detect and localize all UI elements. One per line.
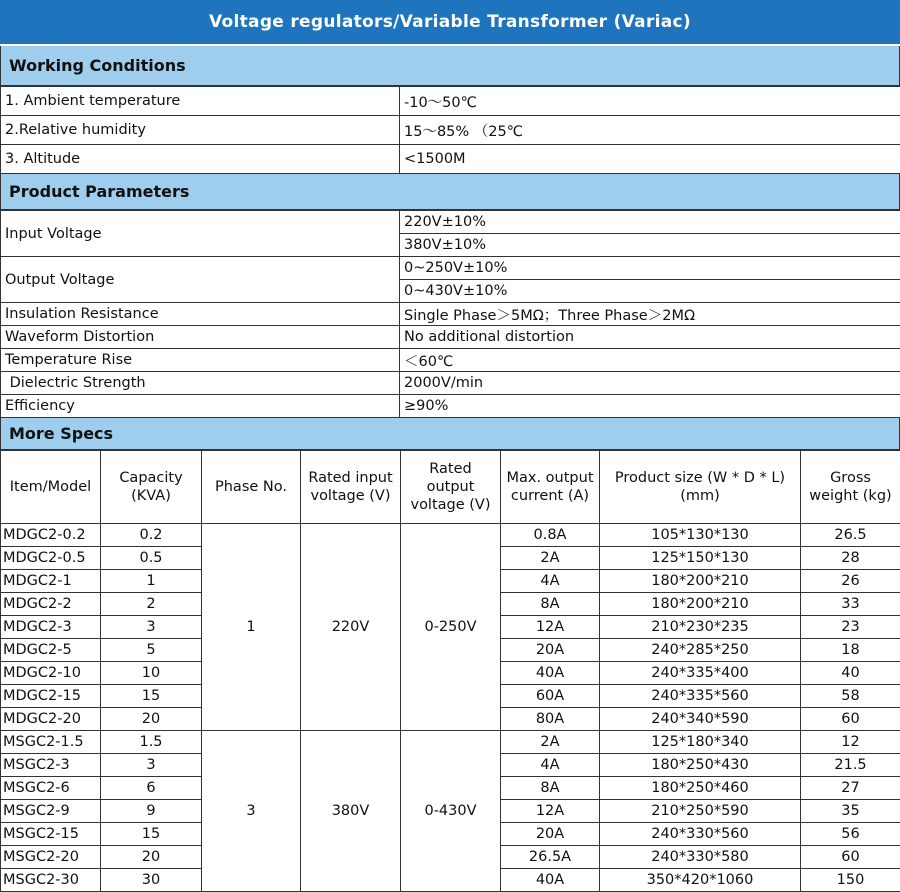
table-row: [1, 145, 900, 174]
output-voltage-cell: 0-250V: [401, 524, 501, 731]
column-header: Capacity (KVA): [101, 451, 202, 524]
table-row: [1, 211, 900, 234]
weight-cell: 12: [801, 731, 900, 754]
capacity-cell: 10: [101, 662, 202, 685]
condition-value: -10～50℃: [400, 87, 900, 116]
current-cell: 60A: [501, 685, 600, 708]
param-label: Dielectric Strength: [1, 372, 400, 395]
table-row: [1, 257, 900, 280]
product-parameters-table: [0, 210, 900, 418]
capacity-cell: 9: [101, 800, 202, 823]
param-label: Waveform Distortion: [1, 326, 400, 349]
condition-value: 15～85% （25℃: [400, 116, 900, 145]
column-header: Phase No.: [202, 451, 301, 524]
model-cell: MDGC2-1: [1, 570, 101, 593]
capacity-cell: 2: [101, 593, 202, 616]
param-label: Output Voltage: [1, 257, 400, 303]
size-cell: 210*250*590: [600, 800, 801, 823]
table-row: [1, 731, 900, 754]
model-cell: MDGC2-20: [1, 708, 101, 731]
param-value: ＜60℃: [400, 349, 900, 372]
model-cell: MDGC2-3: [1, 616, 101, 639]
weight-cell: 40: [801, 662, 900, 685]
weight-cell: 23: [801, 616, 900, 639]
current-cell: 20A: [501, 639, 600, 662]
size-cell: 240*335*400: [600, 662, 801, 685]
condition-value: <1500M: [400, 145, 900, 174]
weight-cell: 27: [801, 777, 900, 800]
param-label: Input Voltage: [1, 211, 400, 257]
input-voltage-cell: 380V: [301, 731, 401, 892]
condition-label: 3. Altitude: [1, 145, 400, 174]
current-cell: 8A: [501, 593, 600, 616]
size-cell: 240*285*250: [600, 639, 801, 662]
model-cell: MDGC2-2: [1, 593, 101, 616]
working-conditions-heading: Working Conditions: [0, 46, 900, 86]
capacity-cell: 0.5: [101, 547, 202, 570]
current-cell: 20A: [501, 823, 600, 846]
model-cell: MDGC2-15: [1, 685, 101, 708]
size-cell: 180*250*430: [600, 754, 801, 777]
table-row: [1, 395, 900, 418]
model-cell: MDGC2-0.5: [1, 547, 101, 570]
capacity-cell: 20: [101, 708, 202, 731]
more-specs-heading: More Specs: [0, 418, 900, 450]
column-header: Gross weight (kg): [801, 451, 900, 524]
param-value: 220V±10%: [400, 211, 900, 234]
current-cell: 40A: [501, 662, 600, 685]
param-value: ≥90%: [400, 395, 900, 418]
table-row: [1, 524, 900, 547]
model-cell: MSGC2-6: [1, 777, 101, 800]
weight-cell: 60: [801, 846, 900, 869]
current-cell: 12A: [501, 800, 600, 823]
current-cell: 2A: [501, 731, 600, 754]
capacity-cell: 1: [101, 570, 202, 593]
product-parameters-heading: Product Parameters: [0, 174, 900, 210]
capacity-cell: 1.5: [101, 731, 202, 754]
working-conditions-table: [0, 86, 900, 174]
output-voltage-cell: 0-430V: [401, 731, 501, 892]
param-label: Temperature Rise: [1, 349, 400, 372]
size-cell: 125*150*130: [600, 547, 801, 570]
current-cell: 12A: [501, 616, 600, 639]
size-cell: 125*180*340: [600, 731, 801, 754]
current-cell: 40A: [501, 869, 600, 892]
phase-cell: 1: [202, 524, 301, 731]
current-cell: 26.5A: [501, 846, 600, 869]
model-cell: MSGC2-1.5: [1, 731, 101, 754]
column-header: Product size (W * D * L) (mm): [600, 451, 801, 524]
weight-cell: 150: [801, 869, 900, 892]
capacity-cell: 6: [101, 777, 202, 800]
table-row: [1, 349, 900, 372]
param-value: No additional distortion: [400, 326, 900, 349]
column-header: Max. output current (A): [501, 451, 600, 524]
table-row: [1, 372, 900, 395]
param-value: Single Phase＞5MΩ；Three Phase＞2MΩ: [400, 303, 900, 326]
current-cell: 4A: [501, 754, 600, 777]
size-cell: 180*200*210: [600, 593, 801, 616]
column-header: Rated input voltage (V): [301, 451, 401, 524]
condition-label: 1. Ambient temperature: [1, 87, 400, 116]
param-value: 380V±10%: [400, 234, 900, 257]
size-cell: 210*230*235: [600, 616, 801, 639]
model-cell: MDGC2-0.2: [1, 524, 101, 547]
spec-body: [1, 524, 900, 892]
current-cell: 2A: [501, 547, 600, 570]
weight-cell: 26: [801, 570, 900, 593]
capacity-cell: 3: [101, 754, 202, 777]
weight-cell: 60: [801, 708, 900, 731]
input-voltage-cell: 220V: [301, 524, 401, 731]
size-cell: 180*250*460: [600, 777, 801, 800]
weight-cell: 56: [801, 823, 900, 846]
current-cell: 80A: [501, 708, 600, 731]
capacity-cell: 0.2: [101, 524, 202, 547]
model-cell: MSGC2-3: [1, 754, 101, 777]
model-cell: MSGC2-20: [1, 846, 101, 869]
model-cell: MDGC2-10: [1, 662, 101, 685]
size-cell: 240*330*560: [600, 823, 801, 846]
table-row: [1, 87, 900, 116]
weight-cell: 33: [801, 593, 900, 616]
param-value: 0~430V±10%: [400, 280, 900, 303]
weight-cell: 18: [801, 639, 900, 662]
capacity-cell: 5: [101, 639, 202, 662]
param-label: Efficiency: [1, 395, 400, 418]
table-row: [1, 116, 900, 145]
size-cell: 350*420*1060: [600, 869, 801, 892]
current-cell: 4A: [501, 570, 600, 593]
weight-cell: 26.5: [801, 524, 900, 547]
capacity-cell: 30: [101, 869, 202, 892]
model-cell: MSGC2-30: [1, 869, 101, 892]
table-row: [1, 303, 900, 326]
model-cell: MSGC2-9: [1, 800, 101, 823]
weight-cell: 21.5: [801, 754, 900, 777]
current-cell: 0.8A: [501, 524, 600, 547]
size-cell: 240*335*560: [600, 685, 801, 708]
weight-cell: 58: [801, 685, 900, 708]
weight-cell: 28: [801, 547, 900, 570]
column-header: Item/Model: [1, 451, 101, 524]
model-cell: MDGC2-5: [1, 639, 101, 662]
param-value: 0~250V±10%: [400, 257, 900, 280]
weight-cell: 35: [801, 800, 900, 823]
model-cell: MSGC2-15: [1, 823, 101, 846]
capacity-cell: 15: [101, 823, 202, 846]
capacity-cell: 15: [101, 685, 202, 708]
page-title: Voltage regulators/Variable Transformer (Variac): [0, 0, 900, 46]
capacity-cell: 20: [101, 846, 202, 869]
capacity-cell: 3: [101, 616, 202, 639]
table-header-row: [1, 451, 900, 524]
table-row: [1, 326, 900, 349]
more-specs-table: [0, 450, 900, 892]
condition-label: 2.Relative humidity: [1, 116, 400, 145]
size-cell: 180*200*210: [600, 570, 801, 593]
size-cell: 240*340*590: [600, 708, 801, 731]
column-header: Rated output voltage (V): [401, 451, 501, 524]
phase-cell: 3: [202, 731, 301, 892]
current-cell: 8A: [501, 777, 600, 800]
param-label: Insulation Resistance: [1, 303, 400, 326]
size-cell: 105*130*130: [600, 524, 801, 547]
size-cell: 240*330*580: [600, 846, 801, 869]
param-value: 2000V/min: [400, 372, 900, 395]
